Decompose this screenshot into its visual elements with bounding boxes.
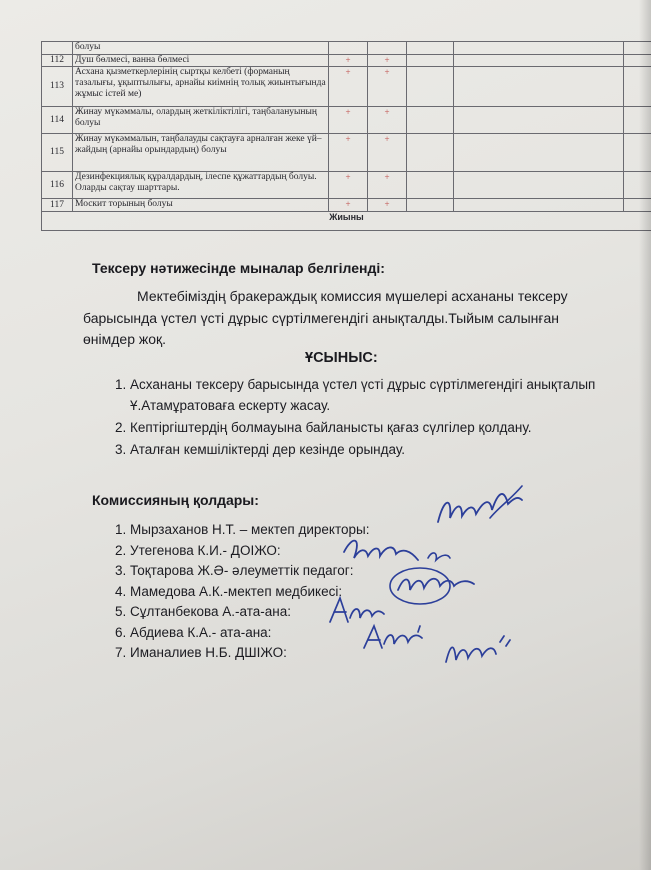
- row-text: Дезинфекциялық құралдардың, ілеспе құжаттардың болуы. Оларды сақтау шарттары.: [73, 172, 329, 199]
- list-item: 1. Мырзаханов Н.Т. – мектеп директоры:: [130, 520, 490, 541]
- row-text: Жинау мүкәммалын, таңбалауды сақтауға арналған жеке үй–жайдың (арнайы орындардың) болуы: [73, 134, 329, 172]
- row-number: 115: [42, 134, 73, 172]
- table-row: [42, 199, 651, 212]
- table-row: [42, 42, 651, 55]
- row-mark: +: [329, 172, 368, 199]
- row-text: болуы: [73, 42, 329, 55]
- row-number: 117: [42, 199, 73, 212]
- list-item: 7. Иманалиев Н.Б. ДШІЖО:: [130, 643, 490, 664]
- findings-title: Тексеру нәтижесінде мыналар белгіленді:: [92, 260, 385, 276]
- row-mark: +: [368, 134, 407, 172]
- table-row: [42, 55, 651, 67]
- list-item: 2. Утегенова К.И.- ДОІЖО:: [130, 541, 490, 562]
- table-row: [42, 172, 651, 199]
- row-text: Душ бөлмесі, ванна бөлмесі: [73, 55, 329, 67]
- row-mark: +: [368, 107, 407, 134]
- recommendation-title: ҰСЫНЫС:: [305, 350, 378, 366]
- row-mark: +: [368, 172, 407, 199]
- row-mark: +: [368, 67, 407, 107]
- row-mark: +: [329, 134, 368, 172]
- list-item: 4. Мамедова А.К.-мектеп медбикесі:: [130, 582, 490, 603]
- row-mark: +: [329, 55, 368, 67]
- checklist-table: [41, 41, 651, 231]
- list-item: 5. Сұлтанбекова А.-ата-ана:: [130, 602, 490, 623]
- list-item: 6. Абдиева К.А.- ата-ана:: [130, 623, 490, 644]
- signature-6: [440, 632, 512, 668]
- list-item: 3. Тоқтарова Ж.Ә- әлеуметтік педагог:: [130, 561, 490, 582]
- total-row: [42, 212, 651, 231]
- row-text: Жинау мүкәммалы, олардың жеткіліктілігі, таңбалануының болуы: [73, 107, 329, 134]
- signature-3: [380, 546, 480, 612]
- table-row: [42, 134, 651, 172]
- table-row: [42, 67, 651, 107]
- list-item: 1. Асхананы тексеру барысында үстел үсті дұрыс сүртілмегендігі анықталып Ұ.Атамұратоваға ескерту жасау.: [130, 374, 610, 416]
- page-edge-shadow: [639, 0, 651, 870]
- table-row: [42, 107, 651, 134]
- row-mark: +: [368, 199, 407, 212]
- row-mark: +: [329, 67, 368, 107]
- findings-text: Мектебіміздің бракераждық комиссия мүшелері асхананы тексеру барысында үстел үсті дұрыс сүртілмегендігі анықталды.Тыйым салынған өнімдер жоқ.: [83, 288, 568, 347]
- signature-1: [430, 478, 530, 538]
- row-number: [42, 42, 73, 55]
- row-number: 113: [42, 67, 73, 107]
- row-number: 116: [42, 172, 73, 199]
- row-mark: [368, 42, 407, 55]
- row-text: Москит торының болуы: [73, 199, 329, 212]
- row-text: Асхана қызметкерлерінің сыртқы келбеті (форманың тазалығы, ұқыптылығы, арнайы киімнің толық жиынтығында жұмыс істей ме): [73, 67, 329, 107]
- signature-5: [360, 620, 430, 654]
- row-mark: +: [329, 199, 368, 212]
- commission-title: Комиссияның қолдары:: [92, 492, 259, 508]
- list-item: 3. Аталған кемшіліктерді дер кезінде орындау.: [130, 439, 610, 460]
- row-number: 112: [42, 55, 73, 67]
- total-label: Жиыны: [42, 212, 651, 231]
- row-mark: [329, 42, 368, 55]
- recommendation-list: [108, 374, 610, 461]
- row-mark: +: [368, 55, 407, 67]
- row-number: 114: [42, 107, 73, 134]
- list-item: 2. Кептіргіштердің болмауына байланысты қағаз сүлгілер қолдану.: [130, 417, 610, 438]
- row-mark: +: [329, 107, 368, 134]
